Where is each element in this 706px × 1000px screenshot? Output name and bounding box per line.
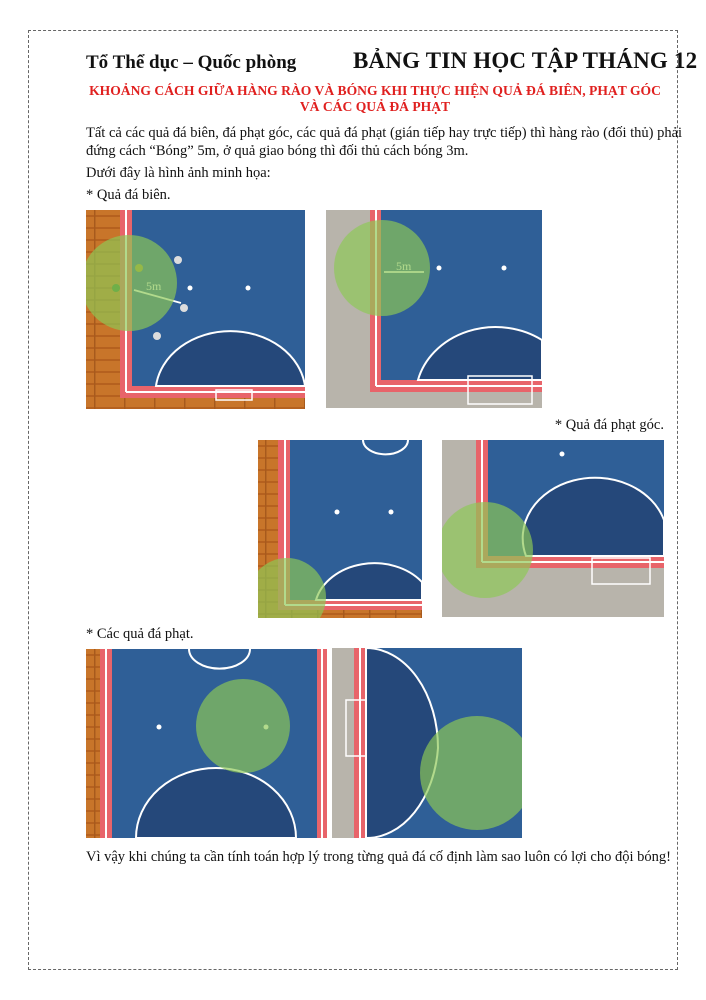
exclusion-zone bbox=[420, 716, 522, 830]
intro-paragraph: Tất cả các quả đá biên, đá phạt góc, các quả đá phạt (gián tiếp hay trực tiếp) thì hàng rào (đối thủ) phải đứng cách “Bóng” 5m, ở quả giao bóng thì đối thủ cách bóng 3m. bbox=[86, 125, 683, 159]
section-corner: * Quả đá phạt góc. bbox=[554, 417, 664, 433]
lead-text: Dưới đây là hình ảnh minh họa: bbox=[86, 165, 271, 181]
free-kick-image-1 bbox=[86, 649, 327, 838]
conclusion-text: Vì vậy khi chúng ta cần tính toán hợp lý trong từng quả đá cố định làm sao luôn có lợi cho đội bóng! bbox=[86, 849, 671, 865]
section-free-kick: * Các quả đá phạt. bbox=[86, 626, 194, 642]
exclusion-zone bbox=[334, 220, 430, 316]
department-name: Tổ Thể dục – Quốc phòng bbox=[86, 52, 297, 73]
kick-in-image-1 bbox=[86, 210, 305, 409]
exclusion-zone bbox=[196, 679, 290, 773]
section-kick-in: * Quả đá biên. bbox=[86, 187, 171, 203]
free-kick-image-2 bbox=[332, 648, 522, 838]
kick-in-image-2 bbox=[326, 210, 542, 408]
corner-image-1 bbox=[258, 440, 422, 618]
corner-image-2 bbox=[442, 440, 664, 617]
article-headline: KHOẢNG CÁCH GIỮA HÀNG RÀO VÀ BÓNG KHI THỰC HIỆN QUẢ ĐÁ BIÊN, PHẠT GÓC VÀ CÁC QUẢ ĐÁ PHẠT bbox=[89, 83, 661, 114]
bulletin-title: BẢNG TIN HỌC TẬP THÁNG 12 bbox=[353, 48, 698, 73]
